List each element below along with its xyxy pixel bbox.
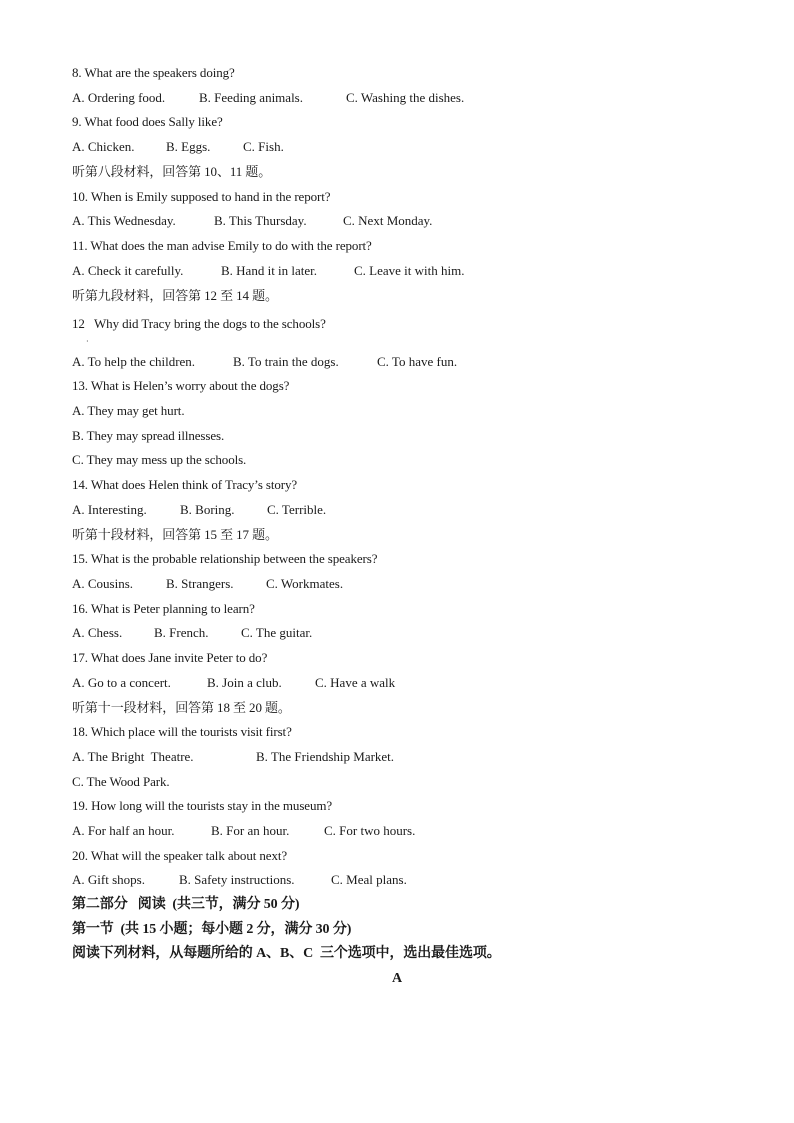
section-9-heading: 听第九段材料，回答第 12 至 14 题。 [72,288,278,303]
q14-option-b: B. Boring. [180,502,235,517]
q9-option-a: A. Chicken. [72,139,135,154]
question-20: 20. What will the speaker talk about next? [72,848,288,863]
q13-option-c: C. They may mess up the schools. [72,452,247,467]
q12-option-a: A. To help the children. [72,354,196,369]
q16-option-b: B. French. [154,625,209,640]
q17-option-b: B. Join a club. [207,675,282,690]
q15-option-c: C. Workmates. [266,576,344,591]
question-10: 10. When is Emily supposed to hand in the report? [72,189,331,204]
q13-option-b: B. They may spread illnesses. [72,428,225,443]
q16-option-a: A. Chess. [72,625,123,640]
part-2-heading: 第二部分 阅读 (共三节，满分 50 分) [72,897,300,912]
q14-option-c: C. Terrible. [267,502,327,517]
q15-option-a: A. Cousins. [72,576,134,591]
question-17: 17. What does Jane invite Peter to do? [72,650,268,665]
q19-option-c: C. For two hours. [324,823,416,838]
q11-option-b: B. Hand it in later. [221,263,318,278]
question-15: 15. What is the probable relationship between the speakers? [72,551,378,566]
section-10-heading: 听第十段材料，回答第 15 至 17 题。 [72,527,278,542]
q17-option-c: C. Have a walk [315,675,396,690]
section-8-heading: 听第八段材料，回答第 10、11 题。 [72,164,272,179]
q10-option-a: A. This Wednesday. [72,213,176,228]
stray-mark: · [86,337,89,346]
question-19: 19. How long will the tourists stay in the museum? [72,798,333,813]
q18-option-a: A. The Bright Theatre. [72,749,194,764]
question-18: 18. Which place will the tourists visit first? [72,724,292,739]
q18-option-b: B. The Friendship Market. [256,749,395,764]
question-8: 8. What are the speakers doing? [72,65,235,80]
q19-option-b: B. For an hour. [211,823,290,838]
passage-label: A [391,971,403,986]
question-16: 16. What is Peter planning to learn? [72,601,255,616]
q11-option-c: C. Leave it with him. [354,263,465,278]
reading-instruction: 阅读下列材料，从每题所给的 A、B、C 三个选项中，选出最佳选项。 [72,946,501,961]
q20-option-b: B. Safety instructions. [179,872,295,887]
question-14: 14. What does Helen think of Tracy’s story? [72,477,298,492]
q8-option-b: B. Feeding animals. [199,90,303,105]
section-1-heading: 第一节 (共 15 小题；每小题 2 分，满分 30 分) [72,922,352,937]
q8-option-a: A. Ordering food. [72,90,166,105]
q13-option-a: A. They may get hurt. [72,403,185,418]
section-11-heading: 听第十一段材料，回答第 18 至 20 题。 [72,700,291,715]
q9-option-b: B. Eggs. [166,139,211,154]
q10-option-c: C. Next Monday. [343,213,433,228]
q19-option-a: A. For half an hour. [72,823,175,838]
q20-option-c: C. Meal plans. [331,872,407,887]
question-11: 11. What does the man advise Emily to do with the report? [72,238,372,253]
q16-option-c: C. The guitar. [241,625,313,640]
q9-option-c: C. Fish. [243,139,284,154]
question-9: 9. What food does Sally like? [72,114,223,129]
q18-option-c: C. The Wood Park. [72,774,170,789]
q11-option-a: A. Check it carefully. [72,263,184,278]
q8-option-c: C. Washing the dishes. [346,90,465,105]
q10-option-b: B. This Thursday. [214,213,307,228]
q20-option-a: A. Gift shops. [72,872,145,887]
q12-option-c: C. To have fun. [377,354,458,369]
q14-option-a: A. Interesting. [72,502,147,517]
q15-option-b: B. Strangers. [166,576,234,591]
q12-option-b: B. To train the dogs. [233,354,339,369]
q17-option-a: A. Go to a concert. [72,675,171,690]
question-12: 12 Why did Tracy bring the dogs to the schools? [72,316,326,331]
question-13: 13. What is Helen’s worry about the dogs? [72,378,290,393]
